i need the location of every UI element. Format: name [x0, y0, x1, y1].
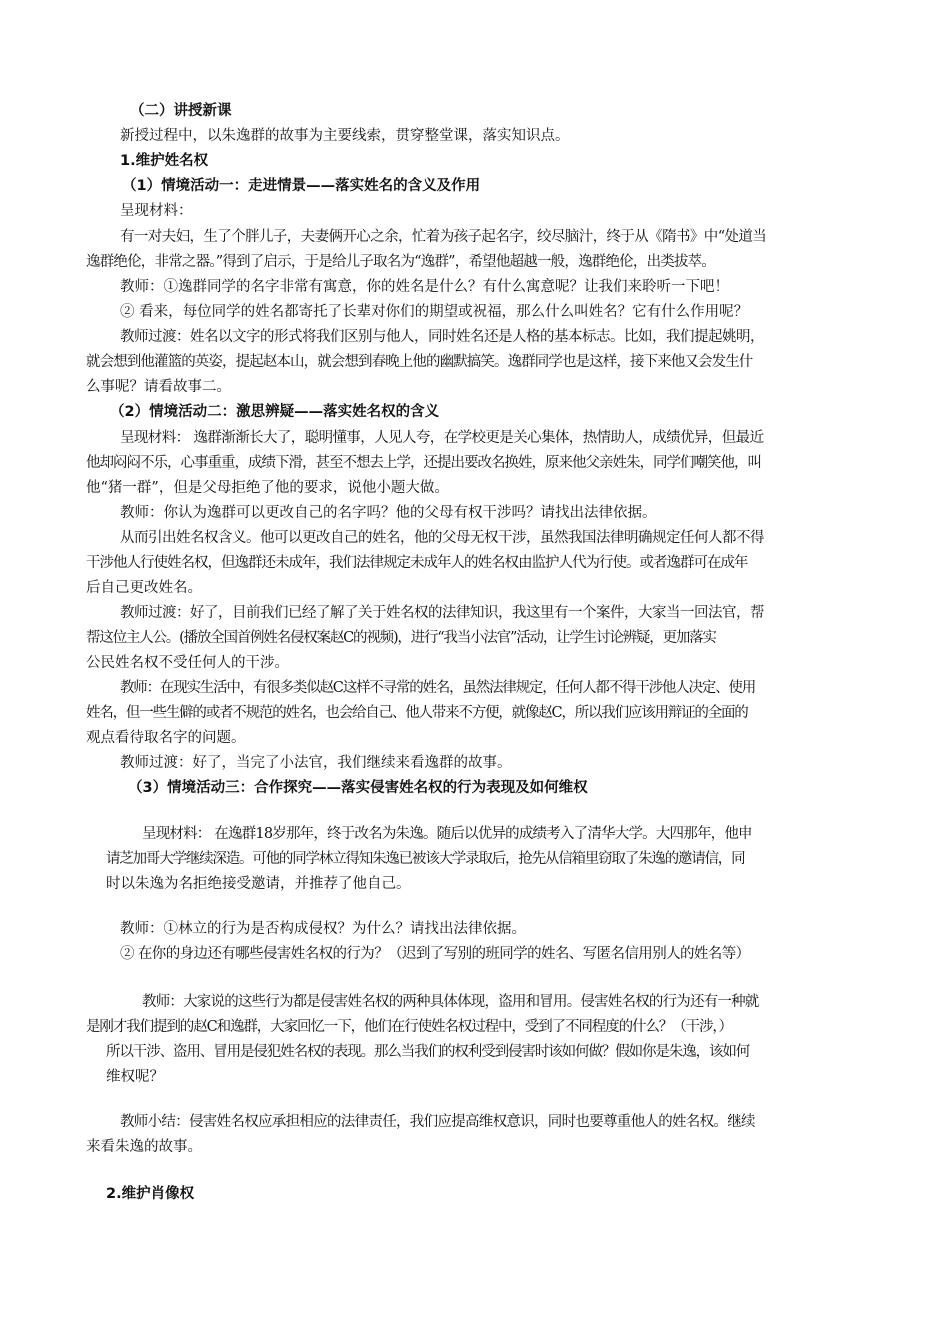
- activity-heading: （1）情境活动一：走进情景——落实姓名的含义及作用: [122, 178, 481, 194]
- paragraph-line: 教师过渡：姓名以文字的形式将我们区别与他人，同时姓名还是人格的基本标志。比如，我们提起姚明，: [120, 329, 764, 345]
- paragraph-line: 帮这位主人公。(播放全国首例姓名侵权案赵C的视频)，进行“我当小法官”活动，让学生讨论辨疑，更加落实: [86, 630, 716, 646]
- paragraph-line: 时以朱逸为名拒绝接受邀请，并推荐了他自己。: [106, 876, 411, 892]
- paragraph-line: 公民姓名权不受任何人的干涉。: [86, 655, 289, 671]
- paragraph-line: 所以干涉、盗用、冒用是侵犯姓名权的表现。那么当我们的权利受到侵害时该如何做？假如你是朱逸，该如何: [106, 1044, 750, 1060]
- paragraph-line: 教师过渡：好了，目前我们已经了解了关于姓名权的法律知识，我这里有一个案件，大家当一回法官，帮: [120, 605, 764, 621]
- subsection-heading: 2.维护肖像权: [106, 1186, 195, 1202]
- paragraph-line: 么事呢？请看故事二。: [86, 379, 231, 395]
- paragraph-line: 他“猪一群”，但是父母拒绝了他的要求，说他小题大做。: [86, 480, 449, 496]
- paragraph-line: 从而引出姓名权含义。他可以更改自己的姓名，他的父母无权干涉，虽然我国法律明确规定任何人都不得: [120, 530, 764, 546]
- activity-heading: （2）情境活动二：激思辨疑——落实姓名权的含义: [110, 404, 440, 420]
- paragraph-line: 呈现材料：: [120, 203, 193, 219]
- paragraph-line: 观点看待取名字的问题。: [86, 730, 246, 746]
- paragraph-line: 姓名，但一些生僻的或者不规范的姓名，也会给自己、他人带来不方便，就像赵C，所以我们应该用辩证的全面的: [86, 705, 748, 721]
- paragraph-line: 是刚才我们提到的赵C和逸群，大家回忆一下，他们在行使姓名权过程中，受到了不同程度的什么？（干涉，）: [86, 1019, 732, 1035]
- paragraph-line: 请芝加哥大学继续深造。可他的同学林立得知朱逸已被该大学录取后，抢先从信箱里窃取了朱逸的邀请信，同: [106, 851, 745, 867]
- paragraph-line: 教师：你认为逸群可以更改自己的名字吗？他的父母有权干涉吗？请找出法律依据。: [120, 505, 657, 521]
- paragraph-line: 他却闷闷不乐，心事重重，成绩下滑，甚至不想去上学，还提出要改名换姓，原来他父亲姓朱，同学们嘲笑他，叫: [86, 455, 761, 471]
- paragraph-line: 维权呢？: [106, 1069, 164, 1085]
- paragraph-line: 来看朱逸的故事。: [86, 1139, 202, 1155]
- activity-heading: （3）情境活动三：合作探究——落实侵害姓名权的行为表现及如何维权: [128, 780, 588, 796]
- paragraph-line: 就会想到他灌篮的英姿，提起赵本山，就会想到春晚上他的幽默搞笑。逸群同学也是这样，接下来他又会发生什: [86, 354, 753, 370]
- paragraph-line: ② 看来，每位同学的姓名都寄托了长辈对你们的期望或祝福，那么什么叫姓名？它有什么作用呢？: [120, 304, 749, 320]
- paragraph-line: ② 在你的身边还有哪些侵害姓名权的行为？（迟到了写别的班同学的姓名、写匿名信用别人的姓名等）: [120, 946, 750, 962]
- paragraph-line: 教师：①林立的行为是否构成侵权？为什么？请找出法律依据。: [120, 921, 526, 937]
- paragraph-line: 教师小结：侵害姓名权应承担相应的法律责任，我们应提高维权意识，同时也要尊重他人的姓名权。继续: [120, 1114, 755, 1130]
- paragraph-line: 后自己更改姓名。: [86, 580, 202, 596]
- paragraph-line: 逸群绝伦，非常之器。”得到了启示，于是给儿子取名为“逸群”，希望他超越一般，逸群绝伦，出类拔萃。: [86, 254, 716, 270]
- section-heading: （二）讲授新课: [130, 103, 232, 119]
- paragraph-line: 呈现材料： 在逸群18岁那年，终于改名为朱逸。随后以优异的成绩考入了清华大学。大四那年，他申: [142, 826, 752, 842]
- paragraph-line: 新授过程中，以朱逸群的故事为主要线索，贯穿整堂课，落实知识点。: [120, 128, 570, 144]
- paragraph-line: 有一对夫妇，生了个胖儿子，夫妻俩开心之余，忙着为孩子起名字，绞尽脑汁，终于从《隋书》中“处道当: [120, 229, 767, 245]
- paragraph-line: 教师：①逸群同学的名字非常有寓意，你的姓名是什么？有什么寓意呢？让我们来聆听一下吧！: [120, 279, 729, 295]
- subsection-heading: 1.维护姓名权: [120, 153, 209, 169]
- paragraph-line: 呈现材料： 逸群渐渐长大了，聪明懂事，人见人夸，在学校更是关心集体，热情助人，成绩优异，但最近: [120, 430, 764, 446]
- paragraph-line: 教师：大家说的这些行为都是侵害姓名权的两种具体体现，盗用和冒用。侵害姓名权的行为还有一种就: [142, 994, 759, 1010]
- paragraph-line: 教师过渡：好了，当完了小法官，我们继续来看逸群的故事。: [120, 755, 512, 771]
- paragraph-line: 干涉他人行使姓名权，但逸群还未成年，我们法律规定未成年人的姓名权由监护人代为行使。或者逸群可在成年: [86, 555, 748, 571]
- paragraph-line: 教师：在现实生活中，有很多类似赵C这样不寻常的姓名，虽然法律规定，任何人都不得干涉他人决定、使用: [120, 680, 755, 696]
